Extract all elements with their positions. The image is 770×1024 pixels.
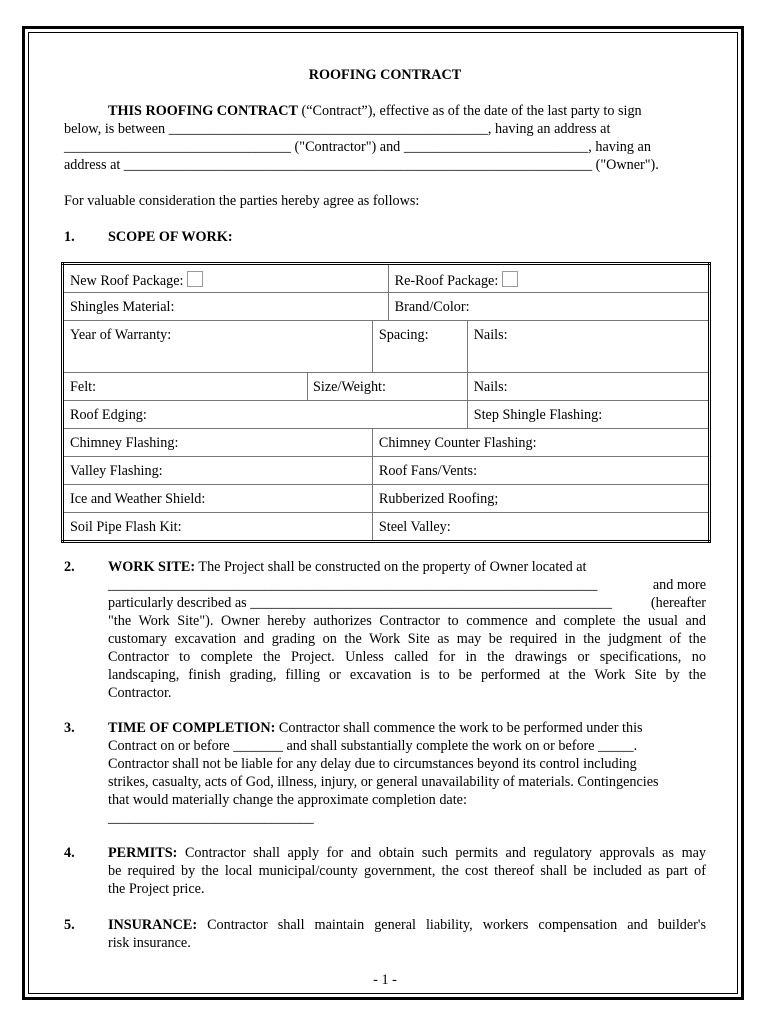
section-2-line-5: customary excavation and grading on the Work Site as may be required in the judgment of the — [108, 631, 706, 647]
re-roof-package-cell — [388, 264, 709, 293]
section-1-number: 1. — [64, 229, 75, 245]
section-5-line-1-text: Contractor shall maintain general liability, workers compensation and builder's — [197, 917, 706, 933]
rubberized-roofing-label: Rubberized Roofing; — [378, 491, 499, 507]
section-4-line-3: the Project price. — [108, 881, 205, 897]
nails-label-2: Nails: — [473, 379, 508, 395]
section-3-line-2: Contract on or before _______ and shall substantially complete the work on or before _____. — [108, 738, 638, 754]
section-4-line-2: be required by the local municipal/county government, the cost thereof shall be included as part of — [108, 863, 706, 879]
roof-fans-vents-cell[interactable] — [372, 457, 709, 485]
intro-line-2: below, is between _____________________________________________, having an address at — [64, 121, 611, 137]
section-2-heading: WORK SITE: — [108, 559, 196, 575]
section-2-line-3a: particularly described as ___________________________________________________ — [108, 595, 612, 611]
section-5-number: 5. — [64, 917, 75, 933]
soil-pipe-flash-kit-label: Soil Pipe Flash Kit: — [70, 519, 182, 535]
shingles-material-label: Shingles Material: — [70, 299, 175, 315]
re-roof-package-label: Re-Roof Package: — [394, 273, 499, 289]
section-3-heading: TIME OF COMPLETION: — [108, 720, 276, 736]
brand-color-cell[interactable] — [388, 293, 709, 321]
section-4-number: 4. — [64, 845, 75, 861]
section-2-line-7: landscaping, finish grading, filling or excavation is to be performed at the Work Site by the — [108, 667, 706, 683]
section-3-line-5: that would materially change the approximate completion date: — [108, 792, 467, 808]
section-3-line-3: Contractor shall not be liable for any delay due to circumstances beyond its control including — [108, 756, 637, 772]
consideration-text: For valuable consideration the parties hereby agree as follows: — [64, 193, 420, 209]
steel-valley-label: Steel Valley: — [378, 519, 451, 535]
valley-flashing-cell[interactable] — [63, 457, 373, 485]
ice-weather-shield-cell[interactable] — [63, 485, 373, 513]
section-2-line-3b: (hereafter — [650, 595, 706, 611]
section-5-heading: INSURANCE: — [108, 917, 198, 933]
section-3-line-1-text: Contractor shall commence the work to be performed under this — [275, 720, 643, 736]
ice-weather-shield-label: Ice and Weather Shield: — [70, 491, 206, 507]
section-4-heading: PERMITS: — [108, 845, 178, 861]
document-title: ROOFING CONTRACT — [308, 67, 462, 83]
intro-line-4: address at __________________________________________________________________ ("Owner"). — [64, 157, 659, 173]
roof-edging-label: Roof Edging: — [70, 407, 147, 423]
section-4-line-1 — [108, 845, 706, 862]
section-5-line-1 — [108, 917, 706, 934]
scope-of-work-table — [61, 262, 711, 543]
re-roof-package-checkbox[interactable] — [502, 271, 518, 287]
shingles-material-cell[interactable] — [63, 293, 389, 321]
section-3-number: 3. — [64, 720, 75, 736]
nails-label-1: Nails: — [473, 327, 508, 343]
page-number: - 1 - — [373, 972, 397, 988]
year-of-warranty-label: Year of Warranty: — [70, 327, 172, 343]
nails-cell-1[interactable] — [467, 321, 709, 373]
section-2-line-6: Contractor to complete the Project. Unless called for in the drawings or specifications, no — [108, 649, 706, 665]
size-weight-label: Size/Weight: — [313, 379, 386, 395]
section-2-line-2a: _____________________________________________________________________ — [108, 577, 598, 593]
nails-cell-2[interactable] — [467, 373, 709, 401]
section-2-line-1-text: The Project shall be constructed on the property of Owner located at — [195, 559, 587, 575]
spacing-label: Spacing: — [378, 327, 429, 343]
spacing-cell[interactable] — [372, 321, 467, 373]
section-1-heading: SCOPE OF WORK: — [108, 229, 233, 245]
section-2-line-8: Contractor. — [108, 685, 172, 701]
section-2-line-1 — [108, 559, 586, 576]
new-roof-package-label: New Roof Package: — [70, 273, 184, 289]
new-roof-package-checkbox[interactable] — [187, 271, 203, 287]
section-5-line-2: risk insurance. — [108, 935, 191, 951]
intro-line-1 — [108, 103, 642, 120]
chimney-counter-flashing-cell[interactable] — [372, 429, 709, 457]
section-3-line-6: _____________________________ — [108, 810, 314, 826]
felt-cell[interactable] — [63, 373, 308, 401]
section-2-number: 2. — [64, 559, 75, 575]
section-3-line-1 — [108, 720, 643, 737]
step-shingle-flashing-label: Step Shingle Flashing: — [473, 407, 603, 423]
brand-color-label: Brand/Color: — [394, 299, 470, 315]
year-of-warranty-cell[interactable] — [63, 321, 373, 373]
steel-valley-cell[interactable] — [372, 513, 709, 542]
section-2-line-2b: and more — [652, 577, 706, 593]
size-weight-cell[interactable] — [308, 373, 468, 401]
soil-pipe-flash-kit-cell[interactable] — [63, 513, 373, 542]
roof-edging-cell[interactable] — [63, 401, 468, 429]
intro-line-1-rest: (“Contract”), effective as of the date of the last party to sign — [297, 103, 642, 119]
chimney-counter-flashing-label: Chimney Counter Flashing: — [378, 435, 537, 451]
chimney-flashing-cell[interactable] — [63, 429, 373, 457]
step-shingle-flashing-cell[interactable] — [467, 401, 709, 429]
valley-flashing-label: Valley Flashing: — [70, 463, 163, 479]
section-2-line-4: "the Work Site"). Owner hereby authorizes Contractor to commence and complete the usual and — [108, 613, 706, 629]
intro-line-3: ________________________________ ("Contractor") and __________________________, having an — [64, 139, 651, 155]
roof-fans-vents-label: Roof Fans/Vents: — [378, 463, 478, 479]
section-4-line-1-text: Contractor shall apply for and obtain such permits and regulatory approvals as may — [177, 845, 706, 861]
new-roof-package-cell — [63, 264, 389, 293]
rubberized-roofing-cell[interactable] — [372, 485, 709, 513]
chimney-flashing-label: Chimney Flashing: — [70, 435, 179, 451]
intro-bold-lead: THIS ROOFING CONTRACT — [108, 103, 298, 119]
section-3-line-4: strikes, casualty, acts of God, illness, injury, or general unavailability of materials. Contingencies — [108, 774, 659, 790]
felt-label: Felt: — [70, 379, 97, 395]
